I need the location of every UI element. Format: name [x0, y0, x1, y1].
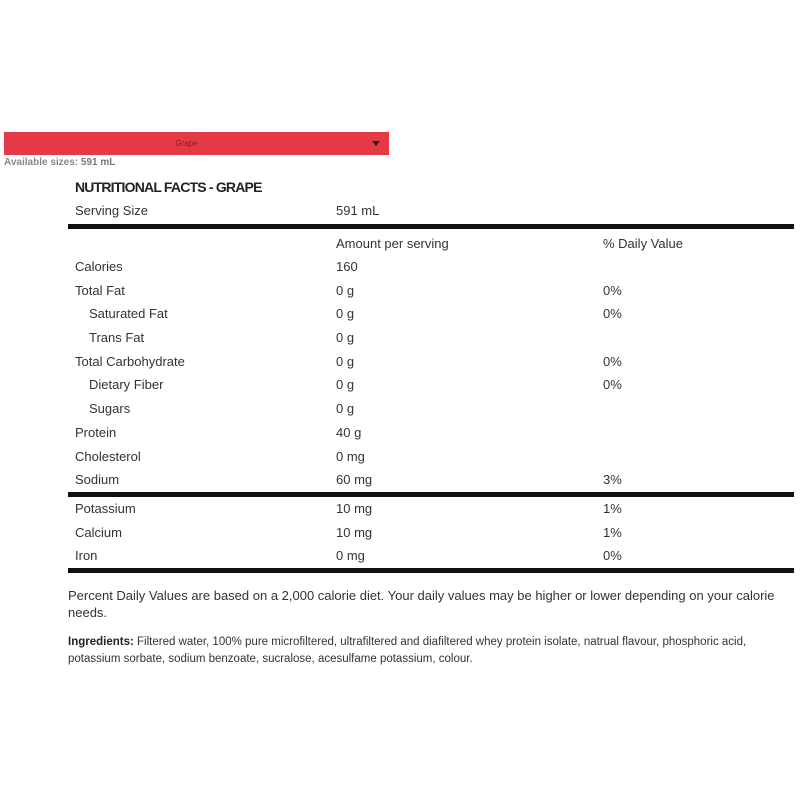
serving-size-row	[68, 202, 794, 224]
nutrient-daily: 0%	[603, 377, 622, 393]
table-row	[68, 373, 794, 397]
nutrient-daily: 1%	[603, 524, 622, 540]
nutrient-daily: 1%	[603, 500, 622, 516]
nutrition-title: NUTRITIONAL FACTS - GRAPE	[75, 179, 262, 195]
divider-thick	[68, 568, 794, 573]
nutrient-amount: 0 mg	[336, 548, 365, 564]
header-amount: Amount per serving	[336, 236, 449, 251]
ingredients-block	[68, 634, 794, 668]
nutrient-amount: 40 g	[336, 424, 362, 440]
serving-size-value: 591 mL	[336, 203, 380, 218]
header-daily-value: % Daily Value	[603, 236, 683, 251]
available-sizes-label: Available sizes:	[4, 157, 79, 168]
nutrient-daily: 3%	[603, 472, 622, 488]
nutrient-name: Protein	[75, 424, 117, 440]
table-row	[68, 468, 794, 492]
nutrient-amount: 160	[336, 259, 358, 274]
table-row	[68, 350, 794, 374]
table-row	[68, 302, 794, 326]
nutrient-amount: 0 g	[336, 330, 355, 346]
nutrient-name: Cholesterol	[75, 448, 141, 464]
table-row	[68, 521, 794, 545]
serving-size-label: Serving Size	[75, 203, 148, 218]
nutrient-name: Calories	[75, 259, 123, 274]
mineral-list	[68, 497, 794, 568]
nutrition-facts-panel	[68, 178, 794, 668]
nutrient-name: Total Carbohydrate	[75, 353, 185, 369]
table-row	[68, 279, 794, 303]
table-header-row	[68, 229, 794, 255]
ingredients-label: Ingredients:	[68, 635, 134, 648]
nutrient-name: Potassium	[75, 500, 136, 516]
flavor-selected-value: Grape	[175, 139, 198, 148]
nutrient-name: Total Fat	[75, 282, 125, 298]
table-row	[68, 421, 794, 445]
available-sizes-value: 591 mL	[80, 157, 116, 168]
nutrient-name: Calcium	[75, 524, 122, 540]
nutrient-daily: 0%	[603, 282, 622, 298]
nutrient-amount: 0 g	[336, 401, 355, 417]
flavor-dropdown[interactable]	[4, 132, 389, 155]
nutrient-amount: 0 g	[336, 306, 355, 322]
nutrient-daily: 0%	[603, 306, 622, 322]
chevron-down-icon[interactable]	[372, 141, 380, 146]
nutrient-amount: 10 mg	[336, 524, 373, 540]
nutrient-daily: 0%	[603, 548, 622, 564]
nutrient-amount: 60 mg	[336, 472, 373, 488]
nutrient-list	[68, 255, 794, 492]
table-row	[68, 544, 794, 568]
table-row	[68, 497, 794, 521]
table-row	[68, 326, 794, 350]
available-sizes	[4, 157, 115, 168]
table-row	[68, 445, 794, 469]
nutrient-amount: 0 g	[336, 353, 355, 369]
nutrient-name: Sodium	[75, 472, 120, 488]
nutrient-amount: 0 g	[336, 377, 355, 393]
table-row	[68, 397, 794, 421]
nutrient-name: Sugars	[89, 401, 131, 417]
nutrient-amount: 10 mg	[336, 500, 373, 516]
nutrient-daily: 0%	[603, 353, 622, 369]
ingredients-text: Filtered water, 100% pure microfiltered, ultrafiltered and diafiltered whey protein isolate, natrual flavour, phosphoric acid, potassium sorbate, sodium benzoate, sucralose, acesulfame potassium, colour.	[68, 635, 747, 665]
daily-value-footnote: Percent Daily Values are based on a 2,000 calorie diet. Your daily values may be higher or lower depending on your calorie needs.	[68, 587, 775, 620]
nutrient-amount: 0 g	[336, 282, 355, 298]
nutrient-name: Saturated Fat	[89, 306, 168, 322]
table-row	[68, 255, 794, 279]
nutrient-name: Iron	[75, 548, 98, 564]
nutrient-name: Dietary Fiber	[89, 377, 164, 393]
nutrient-amount: 0 mg	[336, 448, 365, 464]
nutrient-name: Trans Fat	[89, 330, 145, 346]
